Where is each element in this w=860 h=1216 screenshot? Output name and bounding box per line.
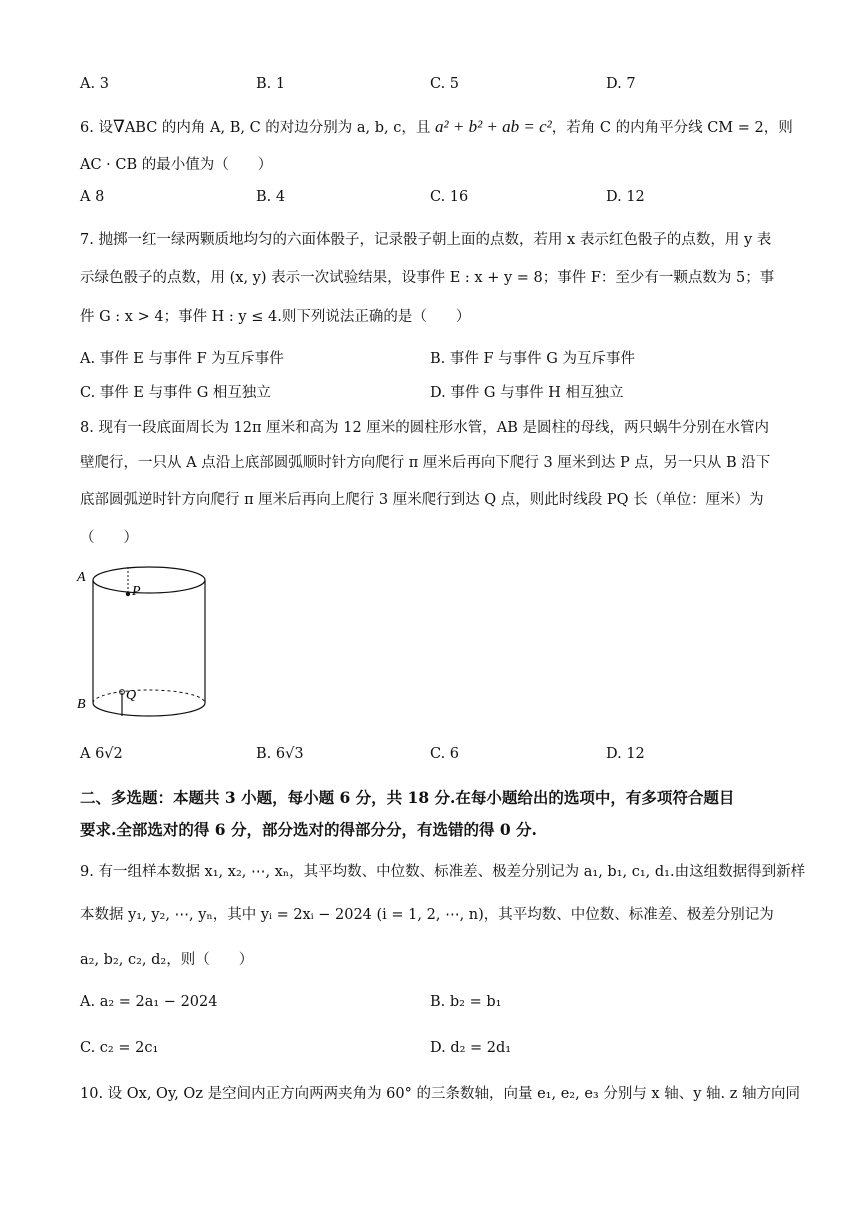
q8-option-b: B. 6√3 [256,746,304,762]
q6-equation: a² + b² + ab = c² [435,117,552,136]
q5-option-a: A. 3 [80,76,109,92]
q6-stem-line1 [80,116,793,137]
q8-option-c: C. 6 [430,746,460,762]
q7-stem-line2: 示绿色骰子的点数，用 (x, y) 表示一次试验结果，设事件 E : x + y = 8；事件 F：至少有一颗点数为 5；事 [80,270,775,286]
cylinder-figure [72,560,212,726]
q5-option-c: C. 5 [430,76,460,92]
q6-option-b: B. 4 [256,189,286,205]
q7-option-a: A. 事件 E 与事件 F 为互斥事件 [80,351,284,367]
point-p [126,592,130,596]
triangle-symbol-icon: ∇ [112,117,125,136]
q6-stem-prefix: 6. 设 [80,120,113,136]
section2-heading-line2: 要求.全部选对的得 6 分，部分选对的得部分分，有选错的得 0 分. [80,820,537,839]
section2-heading-line1: 二、多选题：本题共 3 小题，每小题 6 分，共 18 分.在每小题给出的选项中，有多项符合题目 [80,788,735,807]
label-q: Q [126,688,137,703]
q8-stem-line3: 底部圆弧逆时针方向爬行 π 厘米后再向上爬行 3 厘米爬行到达 Q 点，则此时线段 PQ 长（单位：厘米）为 [80,492,764,508]
q5-option-d: D. 7 [606,76,636,92]
bottom-ellipse-back [93,690,205,703]
q7-stem-line3: 件 G : x > 4；事件 H : y ≤ 4.则下列说法正确的是（ ） [80,309,471,325]
q9-option-d: D. d₂ = 2d₁ [430,1040,512,1056]
q8-option-d: D. 12 [606,746,645,762]
q6-stem-line2: AC · CB 的最小值为（ ） [80,157,273,173]
q8-stem-line1: 8. 现有一段底面周长为 12π 厘米和高为 12 厘米的圆柱形水管，AB 是圆柱的母线，两只蜗牛分别在水管内 [80,420,770,436]
q9-stem-line1: 9. 有一组样本数据 x₁, x₂, ⋯, xₙ，其平均数、中位数、标准差、极差分别记为 a₁, b₁, c₁, d₁.由这组数据得到新样 [80,864,806,880]
q6-stem-tail: ，若角 C 的内角平分线 CM = 2，则 [551,120,793,136]
label-b: B [77,697,86,712]
cylinder-diagram [72,560,212,726]
q7-option-d: D. 事件 G 与事件 H 相互独立 [430,385,624,401]
q7-stem-line1: 7. 抛掷一红一绿两颗质地均匀的六面体骰子，记录骰子朝上面的点数，若用 x 表示红色骰子的点数，用 y 表 [80,232,772,248]
label-a: A [77,570,86,585]
top-ellipse [93,567,205,593]
q6-option-d: D. 12 [606,189,645,205]
q5-option-b: B. 1 [256,76,286,92]
q6-option-a: A 8 [80,189,105,205]
q9-option-a: A. a₂ = 2a₁ − 2024 [80,994,218,1010]
label-p: P [132,584,141,599]
q7-option-c: C. 事件 E 与事件 G 相互独立 [80,385,271,401]
q9-stem-line2: 本数据 y₁, y₂, ⋯, yₙ，其中 yᵢ = 2xᵢ − 2024 (i = 1, 2, ⋯, n)，其平均数、中位数、标准差、极差分别记为 [80,907,774,923]
q8-stem-line2: 壁爬行，一只从 A 点沿上底部圆弧顺时针方向爬行 π 厘米后再向下爬行 3 厘米到达 P 点，另一只从 B 沿下 [80,455,771,471]
q9-option-c: C. c₂ = 2c₁ [80,1040,159,1056]
q9-stem-line3: a₂, b₂, c₂, d₂，则（ ） [80,952,254,968]
q6-stem-part: ABC 的内角 A, B, C 的对边分别为 a, b, c，且 [124,120,431,136]
q7-option-b: B. 事件 F 与事件 G 为互斥事件 [430,351,635,367]
bottom-ellipse-front [93,703,205,716]
q10-stem-line1: 10. 设 Ox, Oy, Oz 是空间内正方向两两夹角为 60° 的三条数轴，向量 e₁, e₂, e₃ 分别与 x 轴、y 轴. z 轴方向同 [80,1086,800,1102]
q9-option-b: B. b₂ = b₁ [430,994,502,1010]
q8-option-a: A 6√2 [80,746,123,762]
q6-option-c: C. 16 [430,189,469,205]
q8-stem-line4: （ ） [80,530,138,546]
